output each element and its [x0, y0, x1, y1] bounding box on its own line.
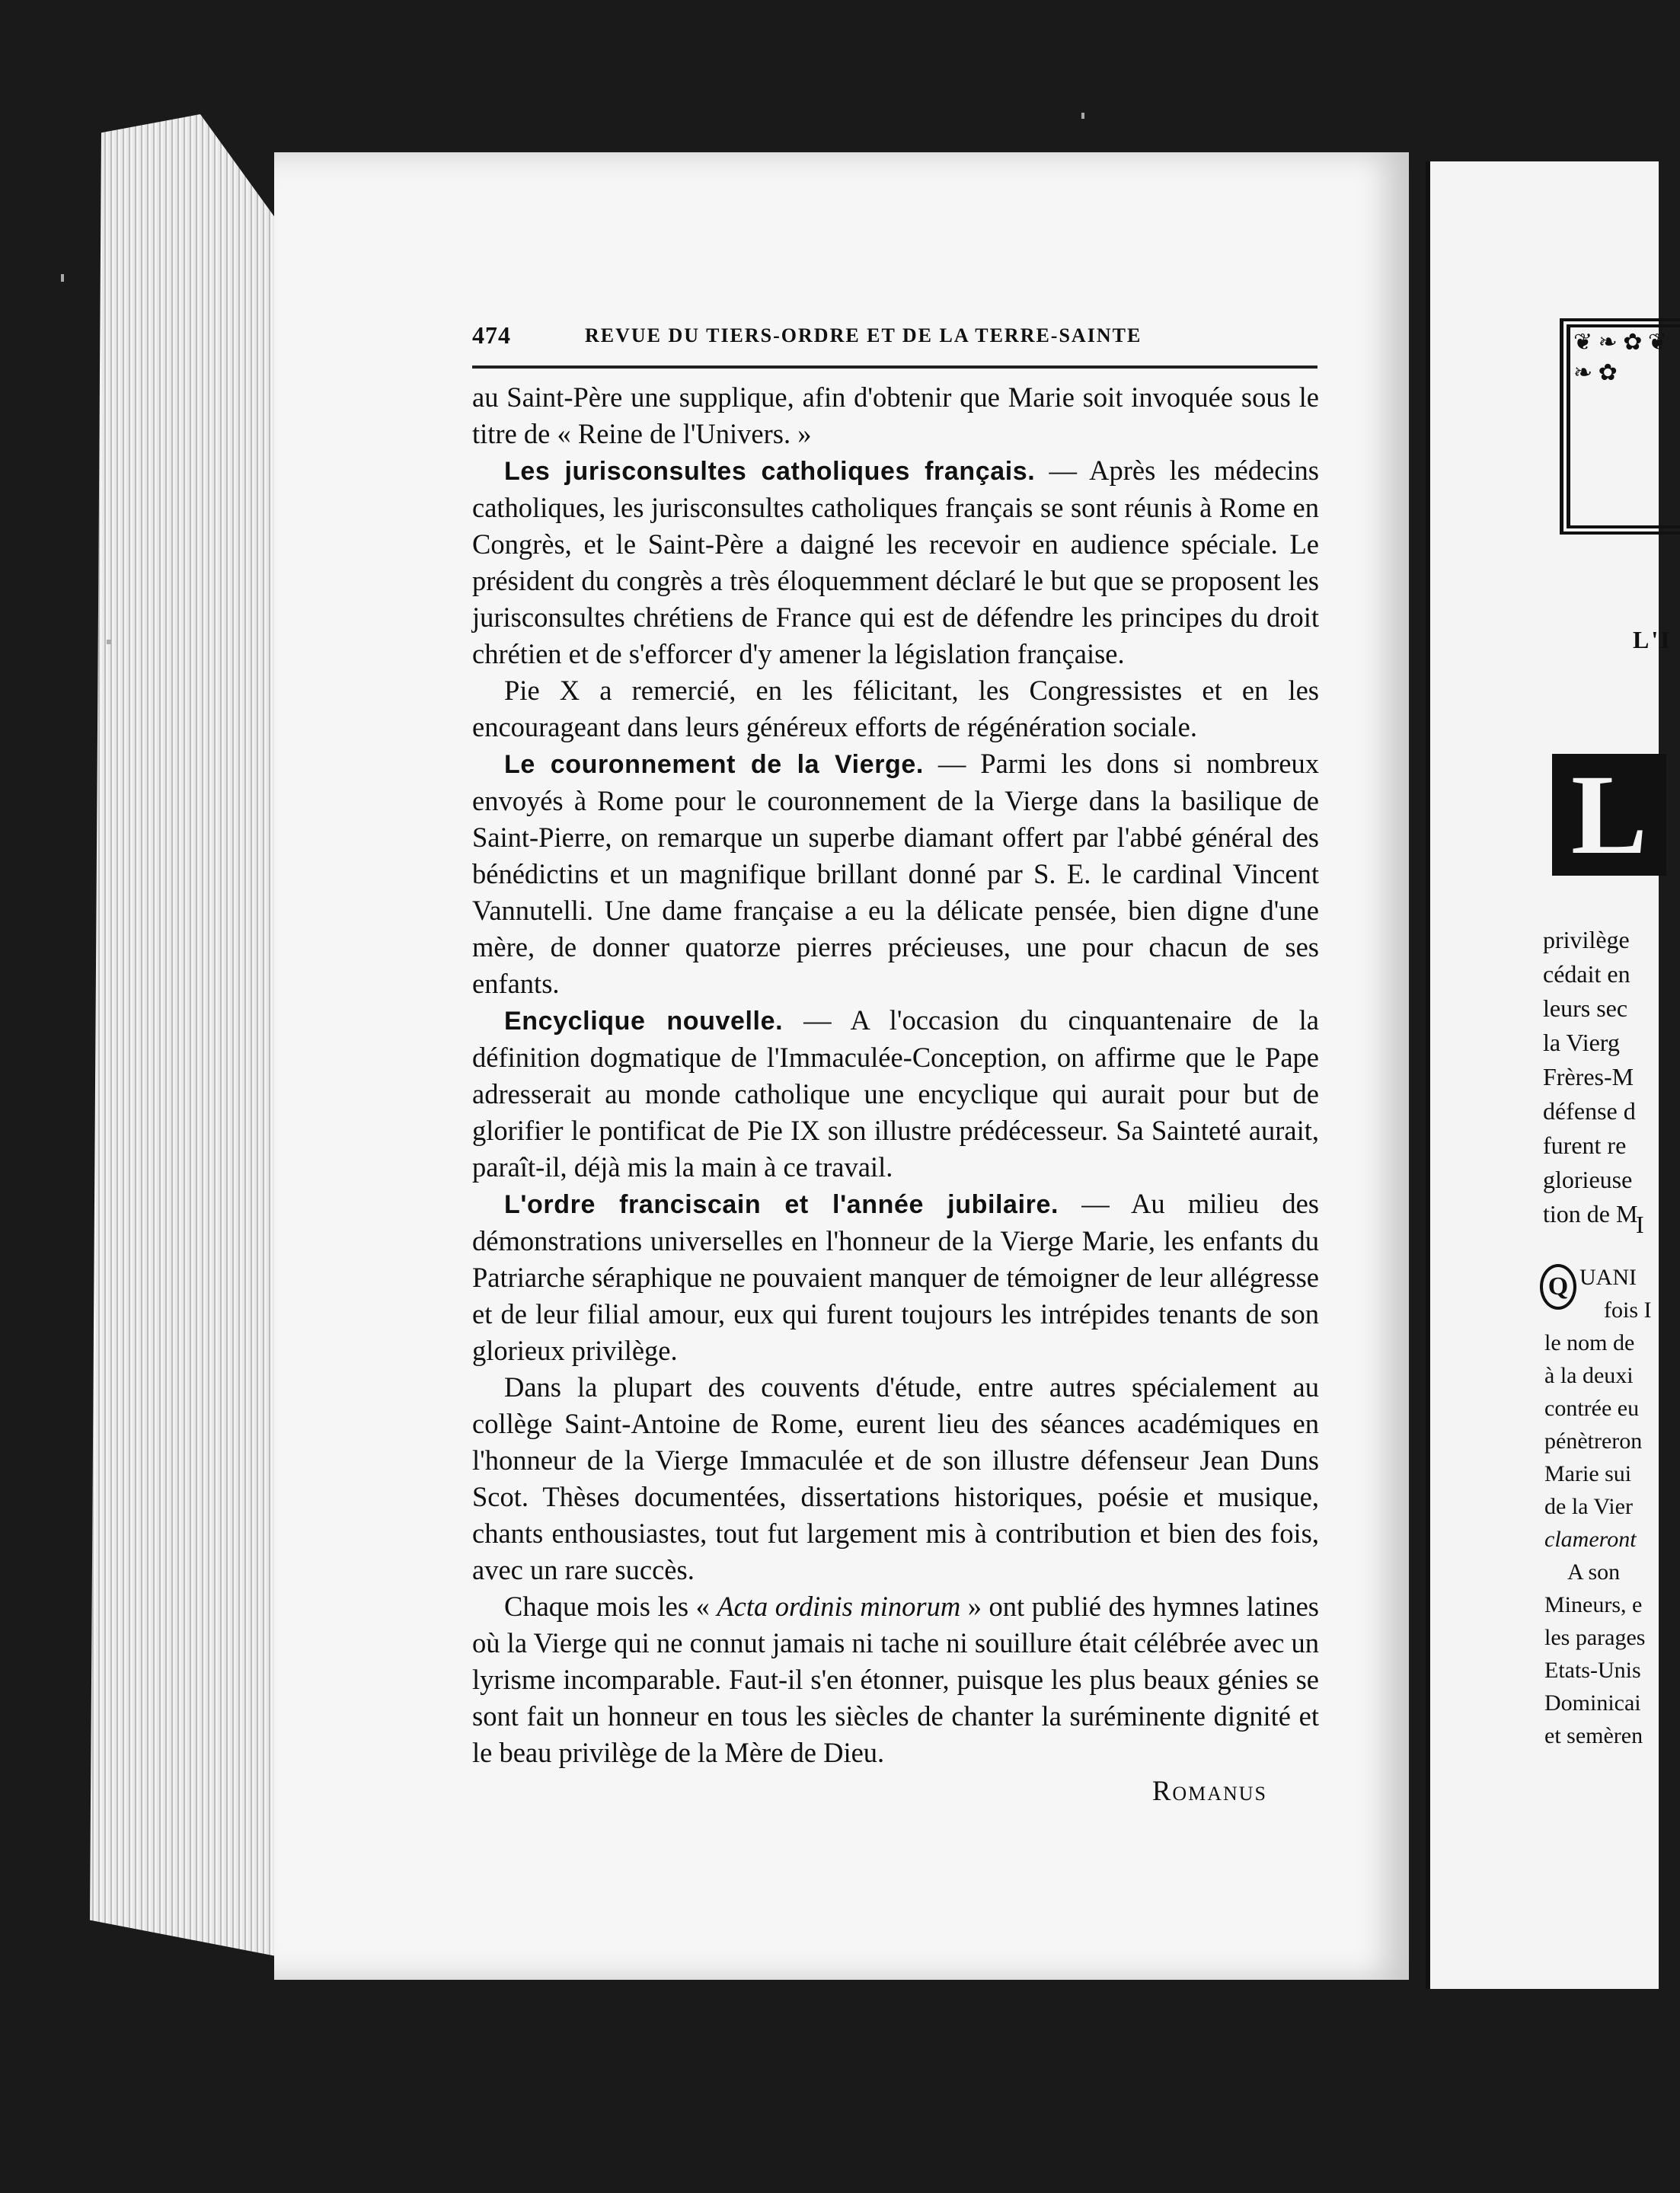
ornamental-border: ❦ ❧ ✿ ❦ ❧ ✿ [1560, 318, 1680, 535]
text-line: fois I [1604, 1298, 1652, 1323]
book-page-edges [90, 114, 280, 1957]
text-line: le nom de [1544, 1330, 1635, 1355]
journal-title: REVUE DU TIERS-ORDRE ET DE LA TERRE-SAINTE [585, 324, 1142, 346]
scan-speck [61, 274, 64, 282]
text-line: privilège [1543, 926, 1630, 953]
section-heading: Encyclique nouvelle. [504, 1007, 784, 1036]
scan-speck [1081, 113, 1084, 119]
text-line: à la deuxi [1544, 1363, 1634, 1388]
publication-title: Acta ordinis minorum [717, 1591, 961, 1622]
paragraph-text: Chaque mois les « [504, 1591, 717, 1622]
paragraph: Pie X a remercié, en les félicitant, les Congressistes et en les encourageant dans leurs généreux efforts de régénération sociale. [472, 675, 1319, 742]
paragraph [472, 1588, 1319, 1771]
text-line: tion de M [1543, 1200, 1638, 1227]
paragraph-text: — Au milieu des démonstrations universelles en l'honneur de la Vierge Marie, les enfants du Patriarche séraphique ne pouvaient manquer de témoigner de leur allégresse et de leur filial amour, eux qui furent toujours les intrépides tenants de son glorieux privilège. [472, 1188, 1319, 1366]
text-line: clameront [1544, 1527, 1637, 1552]
text-line: Frères-M [1543, 1063, 1634, 1090]
text-line: UANI [1579, 1265, 1637, 1290]
decorated-initial: L [1552, 754, 1666, 876]
text-line: pénètreron [1544, 1428, 1643, 1454]
text-line: de la Vier [1544, 1494, 1633, 1519]
text-line: glorieuse [1543, 1166, 1633, 1193]
paragraph-text: » ont publié des hymnes latines où la Vierge qui ne connut jamais ni tache ni souillure était célébrée avec un lyrisme incomparable. Faut-il s'en étonner, puisque les plus beaux génies se sont fait un honneur en tous les siècles de chanter la suréminente dignité et le beau privilège de la Mère de Dieu. [472, 1591, 1319, 1768]
text-line: Etats-Unis [1544, 1658, 1641, 1683]
article-body [472, 379, 1319, 1809]
text-line: contrée eu [1544, 1396, 1640, 1421]
text-line: les parages [1544, 1625, 1646, 1650]
author-signature: Romanus [1151, 1775, 1267, 1806]
text-line: la Vierg [1543, 1029, 1620, 1056]
section-heading: Les jurisconsultes catholiques français. [504, 457, 1036, 486]
right-page-text [1543, 923, 1637, 1231]
scan-speck [107, 640, 111, 644]
paragraph [472, 1002, 1319, 1186]
right-page [1426, 161, 1672, 1989]
paragraph: au Saint-Père une supplique, afin d'obtenir que Marie soit invoquée sous le titre de « Reine de l'Univers. » [472, 381, 1319, 449]
decorated-initial-q: Q [1540, 1264, 1576, 1310]
right-page-heading: L'I [1633, 626, 1672, 653]
paragraph-text: — Parmi les dons si nombreux envoyés à Rome pour le couronnement de la Vierge dans la basilique de Saint-Pierre, on remarque un superbe diamant offert par l'abbé général des bénédictins et un magnifique brillant donné par S. E. le cardinal Vincent Vannutelli. Une dame française a eu la délicate pensée, bien digne d'une mère, de donner quatorze pierres précieuses, une pour chacun de ses enfants. [472, 748, 1319, 999]
text-line: Dominicai [1544, 1690, 1641, 1716]
running-head [472, 318, 1317, 369]
text-line: Mineurs, e [1544, 1592, 1643, 1617]
paragraph-text: — A l'occasion du cinquantenaire de la définition dogmatique de l'Immaculée-Conception, on affirme que le Pape adresserait au monde catholique une encyclique qui aurait pour but de glorifier le pontificat de Pie IX son illustre prédécesseur. Sa Sainteté aurait, paraît-il, déjà mis la main à ce travail. [472, 1004, 1319, 1183]
text-line: et semèren [1544, 1723, 1643, 1748]
text-line: furent re [1543, 1132, 1627, 1159]
paragraph [472, 452, 1319, 672]
paragraph-text: — Après les médecins catholiques, les jurisconsultes catholiques français se sont réunis à Rome en Congrès, et le Saint-Père a daigné les recevoir en audience spéciale. Le président du congrès a très éloquemment déclaré le but que se proposent les jurisconsultes chrétiens de France qui est de défendre les principes du droit chrétien et de s'efforcer d'y amener la législation française. [472, 455, 1319, 669]
section-heading: L'ordre franciscain et l'année jubilaire. [504, 1190, 1059, 1219]
text-line: défense d [1543, 1097, 1636, 1125]
right-page-text-2 [1544, 1261, 1652, 1752]
text-line: A son [1567, 1559, 1621, 1585]
text-line: leurs sec [1543, 994, 1628, 1022]
section-heading: Le couronnement de la Vierge. [504, 750, 924, 779]
page-number: 474 [472, 321, 511, 349]
paragraph: Dans la plupart des couvents d'étude, entre autres spécialement au collège Saint-Antoine de Rome, eurent lieu des séances académiques en l'honneur de la Vierge Immaculée et de son illustre défenseur Jean Duns Scot. Thèses documentées, dissertations historiques, poésie et musique, chants enthousiastes, tout fut largement mis à contribution et bien des fois, avec un rare succès. [472, 1371, 1319, 1585]
text-line: Marie sui [1544, 1461, 1632, 1486]
paragraph [472, 1186, 1319, 1369]
paragraph [472, 745, 1319, 1002]
section-numeral: I [1636, 1211, 1644, 1238]
text-line: cédait en [1543, 960, 1630, 988]
